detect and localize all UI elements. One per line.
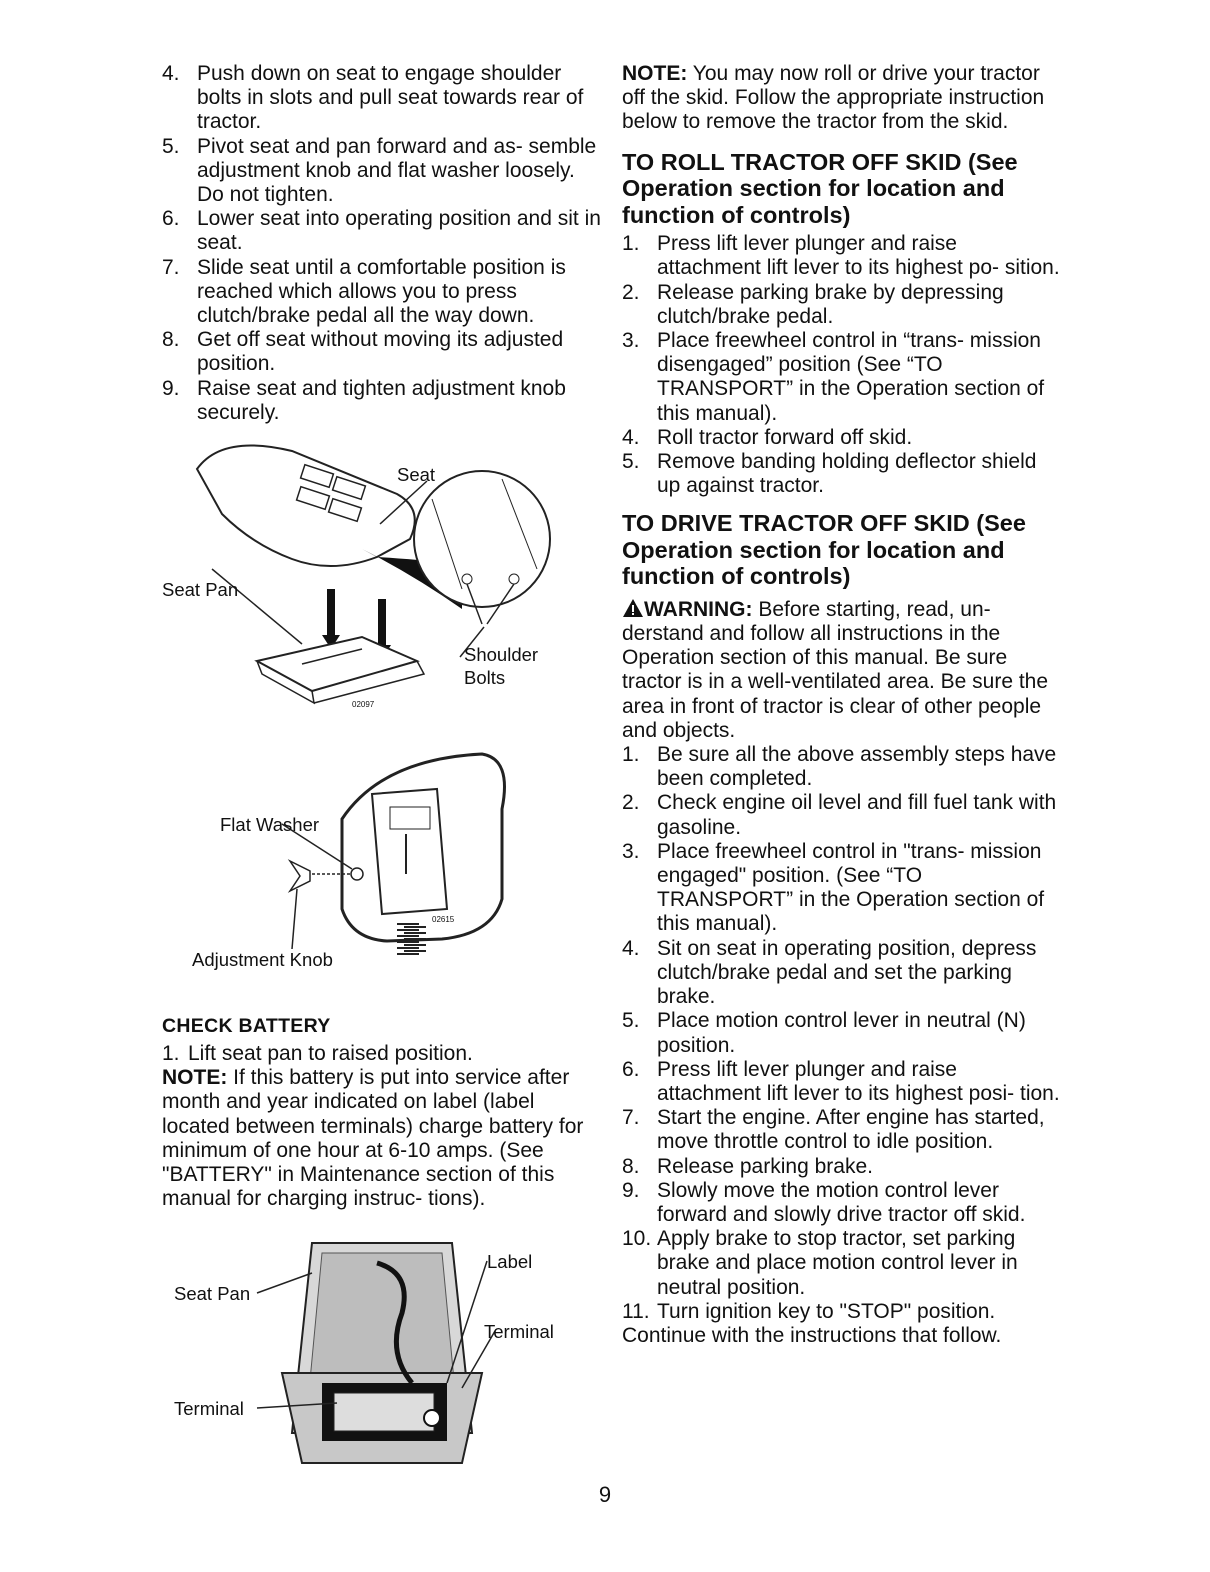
list-item: 8. Release parking brake. [622,1154,873,1178]
figure-code: 02097 [352,700,375,710]
shoulder-label: Shoulder [464,644,539,666]
seat-pan-label: Seat Pan [162,579,239,601]
list-item: 6. Lower seat into operating position and sit in seat. [162,207,601,255]
list-item: 8. Get off seat without moving its adjusted position. [162,328,564,376]
list-item: 5. Remove banding holding deflector shield up against tractor. [622,449,1037,498]
roll-section-heading: TO ROLL TRACTOR OFF SKID (See Operation section for location and function of controls) [622,148,1018,228]
battery-note: NOTE: If this battery is put into service after month and year indicated on label (label located between terminals) charge battery for minimum of one hour at 6-10 amps. (See "BATTERY" in Maintenance section of this manual for charging instruc- tions). [162,1066,584,1211]
list-item: 3. Place freewheel control in "trans- mission engaged" position. (See “TO TRANSPORT” in the Operation section of this manual). [622,839,1045,936]
list-item: 11. Turn ignition key to "STOP" position. [622,1299,996,1323]
seat-pan-label: Seat Pan [174,1283,251,1305]
drive-warning: WARNING: Before starting, read, un- derstand and follow all instructions in the Operation section of this manual. Be sure tractor is in a well-ventilated area. Be sure the area in front of tractor is clear of other people and objects. [622,597,1049,742]
battery-illustration [162,1233,602,1473]
battery-figure [162,1233,602,1473]
list-item: 3. Place freewheel control in “trans- mission disengaged” position (See “TO TRANSPORT” in the Operation section of this manual). [622,328,1045,425]
list-item: 1. Be sure all the above assembly steps have been completed. [622,743,1057,791]
bolts-label: Bolts [464,667,506,689]
terminal-label-right: Terminal [484,1321,554,1343]
terminal-label-left: Terminal [174,1398,244,1420]
flat-washer-label: Flat Washer [220,814,320,836]
skid-note: NOTE: You may now roll or drive your tractor off the skid. Follow the appropriate instruction below to remove the tractor from the skid. [622,62,1045,134]
list-item: 7. Slide seat until a comfortable position is reached which allows you to press clutch/brake pedal all the way down. [162,255,566,328]
roll-steps-list [622,232,1062,498]
list-item: 5. Pivot seat and pan forward and as- semble adjustment knob and flat washer loosely. Do not tighten. [162,134,597,207]
check-battery-heading: CHECK BATTERY [162,1015,331,1038]
seat-label: Seat [397,464,436,486]
figure-code: 02615 [432,915,455,925]
list-item: 9. Slowly move the motion control lever forward and slowly drive tractor off skid. [622,1178,1026,1226]
left-column [162,62,602,1473]
list-item: 1. Press lift lever plunger and raise attachment lift lever to its highest po- sition. [622,232,1060,280]
list-item: 9. Raise seat and tighten adjustment knob securely. [162,376,566,424]
list-item: 4. Roll tractor forward off skid. [622,425,913,449]
list-item: 7. Start the engine. After engine has started, move throttle control to idle position. [622,1106,1045,1154]
list-item: 1. Lift seat pan to raised position. [162,1042,473,1066]
label-label: Label [487,1251,533,1273]
seat-steps-list [162,62,602,425]
battery-steps-list [162,1042,602,1066]
page-number: 9 [598,1482,612,1507]
drive-steps-list [622,743,1062,1324]
right-column [622,62,1062,1348]
list-item: 5. Place motion control lever in neutral (N) position. [622,1009,1026,1057]
adjustment-knob-figure [162,749,602,1009]
list-item: 10. Apply brake to stop tractor, set parking brake and place motion control lever in neutral position. [622,1227,1018,1299]
seat-assembly-figure [162,439,602,739]
closing-text: Continue with the instructions that follow. [622,1323,1002,1347]
warning-triangle-icon [622,598,644,618]
list-item: 6. Press lift lever plunger and raise attachment lift lever to its highest posi- tion. [622,1057,1060,1105]
list-item: 2. Release parking brake by depressing clutch/brake pedal. [622,280,1004,328]
list-item: 4. Sit on seat in operating position, depress clutch/brake pedal and set the parking brake. [622,936,1037,1009]
list-item: 4. Push down on seat to engage shoulder bolts in slots and pull seat towards rear of tractor. [162,62,584,134]
list-item: 2. Check engine oil level and fill fuel tank with gasoline. [622,791,1057,839]
adjustment-knob-label: Adjustment Knob [192,949,333,971]
drive-section-heading: TO DRIVE TRACTOR OFF SKID (See Operation section for location and function of controls) [622,510,1026,590]
